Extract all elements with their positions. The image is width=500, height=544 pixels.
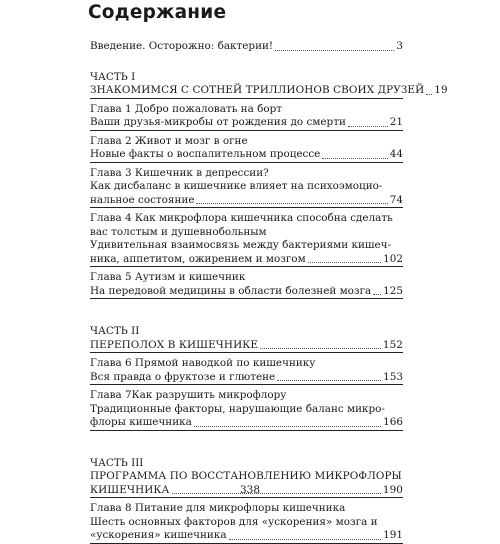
toc-entry-chapter [90, 271, 403, 299]
chapter-subtitle [90, 516, 403, 530]
chapter-title [90, 502, 403, 516]
part-title-text: ЗНАКОМИМСЯ С СОТНЕЙ ТРИЛЛИОНОВ СВОИХ ДРУЗЕЙ [90, 84, 425, 96]
page-title: Содержание [88, 2, 227, 23]
chapter-title [90, 226, 403, 240]
part-heading [90, 325, 403, 353]
chapter-subtitle-text: Шесть основных факторов для «ускорения» мозга и [90, 515, 378, 528]
chapter-subtitle-text: На передовой медицины в области болезней мозга [90, 284, 372, 297]
chapter-title-text: Глава 1 Добро пожаловать на борт [90, 102, 282, 115]
toc-entry-chapter [90, 357, 403, 385]
chapter-title-text: Глава 8 Питание для микрофлоры кишечника [90, 502, 346, 514]
chapter-title [90, 271, 403, 285]
page-ref: 102 [383, 252, 403, 265]
chapter-title [90, 389, 403, 403]
part-title [90, 470, 403, 484]
chapter-title-text: Глава 2 Живот и мозг в огне [90, 134, 248, 147]
dot-leader [275, 50, 394, 51]
page-ref: 19 [434, 84, 448, 96]
dot-leader [373, 294, 381, 295]
dot-leader [322, 158, 387, 159]
chapter-subtitle-text: «ускорения» кишечника [90, 529, 227, 541]
chapter-subtitle [90, 116, 403, 130]
chapter-subtitle-text: Удивительная взаимосвязь между бактериями кишеч- [90, 239, 392, 251]
page-ref: 153 [383, 370, 403, 383]
dot-leader [196, 203, 387, 204]
page-ref: 74 [389, 193, 403, 206]
chapter-title-text: Глава 6 Прямой наводкой по кишечнику [90, 357, 316, 369]
section-gap [90, 431, 403, 457]
page-ref: 166 [383, 416, 403, 428]
chapter-subtitle [90, 529, 403, 543]
chapter-subtitle-text: Вся правда о фруктозе и глютене [90, 370, 276, 383]
dot-leader [277, 380, 381, 381]
chapter-subtitle [90, 253, 403, 267]
chapter-subtitle-text: Новые факты о воспалительном процессе [90, 148, 321, 160]
page-ref: 125 [383, 284, 403, 297]
toc-entry-intro [90, 40, 403, 54]
chapter-subtitle-text: ника, аппетитом, ожирением и мозгом [90, 252, 306, 265]
page-ref: 3 [396, 40, 403, 52]
dot-leader [348, 126, 388, 127]
chapter-subtitle [90, 403, 403, 417]
part-title-text: КИШЕЧНИКА [90, 483, 170, 496]
chapter-subtitle [90, 285, 403, 299]
dot-leader [194, 426, 381, 427]
chapter-subtitle [90, 148, 403, 162]
part-label-text: ЧАСТЬ III [90, 456, 144, 469]
chapter-title [90, 212, 403, 226]
page-ref: 152 [382, 338, 403, 351]
chapter-title-text: Глава 7Как разрушить микрофлору [90, 389, 287, 401]
page-number: 338 [239, 484, 261, 496]
part-title [90, 339, 403, 353]
dot-leader [426, 94, 432, 95]
part-label-text: ЧАСТЬ II [90, 325, 140, 337]
dot-leader [229, 539, 382, 540]
page-ref: 21 [389, 116, 403, 128]
chapter-subtitle [90, 239, 403, 253]
part-title [90, 84, 448, 98]
part-label [90, 457, 403, 471]
chapter-subtitle [90, 371, 403, 385]
chapter-title-text: Глава 5 Аутизм и кишечник [90, 271, 246, 283]
chapter-subtitle [90, 194, 403, 208]
chapter-subtitle-text: Ваши друзья-микробы от рождения до смерти [90, 116, 346, 128]
toc-entry-chapter [90, 212, 403, 267]
section-gap [90, 54, 403, 71]
toc-entry-chapter [90, 135, 403, 163]
toc-entry-chapter [90, 389, 403, 431]
page-ref: 191 [383, 529, 403, 541]
chapter-title-text: Глава 3 Кишечник в депрессии? [90, 166, 269, 179]
chapter-subtitle-text: флоры кишечника [90, 416, 192, 428]
chapter-subtitle [90, 416, 403, 430]
toc-entry-intro-text: Введение. Осторожно: бактерии! [90, 40, 274, 52]
part-label [90, 325, 403, 339]
part-label [90, 71, 403, 85]
part-title-text: ПЕРЕПОЛОХ В КИШЕЧНИКЕ [90, 338, 259, 351]
toc-entry-chapter [90, 502, 403, 544]
part-heading [90, 70, 448, 99]
chapter-subtitle [90, 180, 403, 194]
table-of-contents [90, 40, 448, 544]
chapter-title [90, 357, 403, 371]
chapter-subtitle-text: Как дисбаланс в кишечнике влияет на психоэмоцио- [90, 180, 383, 192]
chapter-title-text: Глава 4 Как микрофлора кишечника способна сделать [90, 212, 393, 224]
part-label-text: ЧАСТЬ I [90, 70, 136, 83]
page-ref: 44 [389, 148, 403, 160]
toc-entry-chapter [90, 103, 403, 131]
dot-leader [308, 262, 382, 263]
part-title-text: ПРОГРАММА ПО ВОССТАНОВЛЕНИЮ МИКРОФЛОРЫ [90, 470, 402, 482]
chapter-subtitle-text: Традиционные факторы, нарушающие баланс микро- [90, 402, 385, 415]
chapter-subtitle-text: нальное состояние [90, 193, 195, 206]
toc-entry-chapter [90, 167, 403, 209]
section-gap [90, 299, 403, 325]
chapter-title [90, 167, 403, 181]
page-ref: 190 [382, 483, 403, 496]
chapter-title [90, 103, 403, 117]
chapter-title-text: вас толстым и душевнобольным [90, 225, 267, 238]
chapter-title [90, 135, 403, 149]
dot-leader [260, 348, 381, 349]
